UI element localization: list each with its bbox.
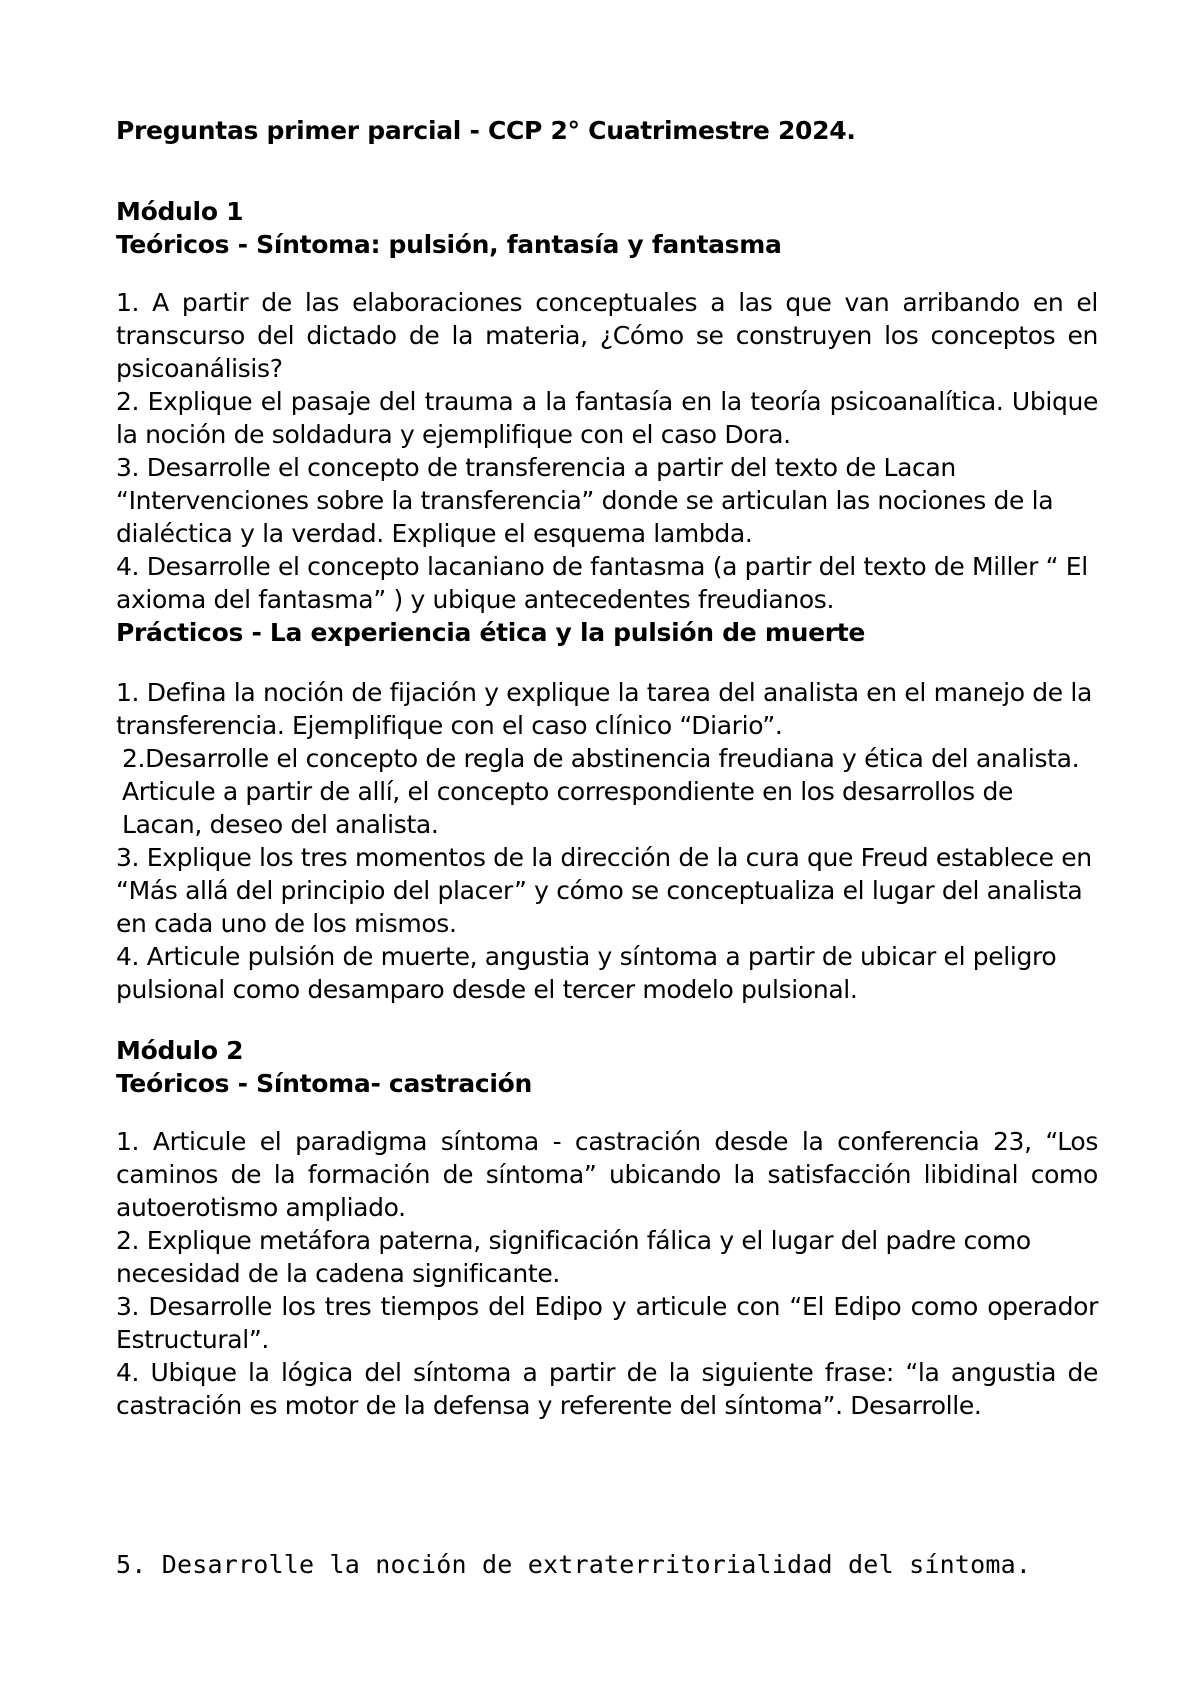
module-1-label: Módulo 1 [116, 197, 244, 226]
question-item: 1. Defina la noción de fijación y explique la tarea del analista en el manejo de la transferencia. Ejemplifique con el caso clínico “Diario”. [116, 678, 1092, 740]
question-item: 2. Explique el pasaje del trauma a la fantasía en la teoría psicoanalítica. Ubique la noción de soldadura y ejemplifique con el caso Dora. [116, 387, 1098, 449]
document-title: Preguntas primer parcial - CCP 2° Cuatrimestre 2024. [116, 116, 856, 145]
question-item: 4. Ubique la lógica del síntoma a partir de la siguiente frase: “la angustia de castración es motor de la defensa y referente del síntoma”. Desarrolle. [116, 1358, 1098, 1420]
question-item: 4. Desarrolle el concepto lacaniano de fantasma (a partir del texto de Miller “ El axioma del fantasma” ) y ubique antecedentes freudianos. [116, 552, 1088, 614]
module-1-practice-questions [116, 676, 1098, 1006]
question-item: 4. Articule pulsión de muerte, angustia y síntoma a partir de ubicar el peligro pulsional como desamparo desde el tercer modelo pulsional. [116, 942, 1057, 1004]
question-item: 1. A partir de las elaboraciones conceptuales a las que van arribando en el transcurso del dictado de la materia, ¿Cómo se construyen los conceptos en psicoanálisis? [116, 288, 1098, 383]
question-item: 2. Explique metáfora paterna, significación fálica y el lugar del padre como necesidad de la cadena significante. [116, 1226, 1031, 1288]
question-item: 3. Explique los tres momentos de la dirección de la cura que Freud establece en “Más allá del principio del placer” y cómo se conceptualiza el lugar del analista en cada uno de los mismos. [116, 843, 1092, 938]
module-2-section [116, 1034, 1098, 1100]
question-item: 3. Desarrolle los tres tiempos del Edipo y articule con “El Edipo como operador Estructural”. [116, 1292, 1098, 1354]
module-2-theory-heading: Teóricos - Síntoma- castración [116, 1069, 533, 1098]
question-item: 2.Desarrolle el concepto de regla de abstinencia freudiana y ética del analista. Articule a partir de allí, el concepto correspondiente en los desarrollos de Lacan, deseo del analista. [122, 744, 1080, 839]
module-1-practice-heading: Prácticos - La experiencia ética y la pulsión de muerte [116, 618, 866, 647]
module-2-theory-questions [116, 1125, 1098, 1422]
question-item: 3. Desarrolle el concepto de transferencia a partir del texto de Lacan “Intervenciones sobre la transferencia” donde se articulan las nociones de la dialéctica y la verdad. Explique el esquema lambda. [116, 453, 1054, 548]
module-1-practice-section [116, 616, 1098, 649]
module-1-section [116, 195, 1098, 261]
module-1-theory-questions [116, 286, 1098, 616]
question-item: 1. Articule el paradigma síntoma - castración desde la conferencia 23, “Los caminos de la formación de síntoma” ubicando la satisfacción libidinal como autoerotismo ampliado. [116, 1127, 1098, 1222]
question-item: 5. Desarrolle la noción de extraterritorialidad del síntoma. [116, 1550, 1032, 1579]
module-1-theory-heading: Teóricos - Síntoma: pulsión, fantasía y fantasma [116, 230, 782, 259]
module-2-label: Módulo 2 [116, 1036, 244, 1065]
